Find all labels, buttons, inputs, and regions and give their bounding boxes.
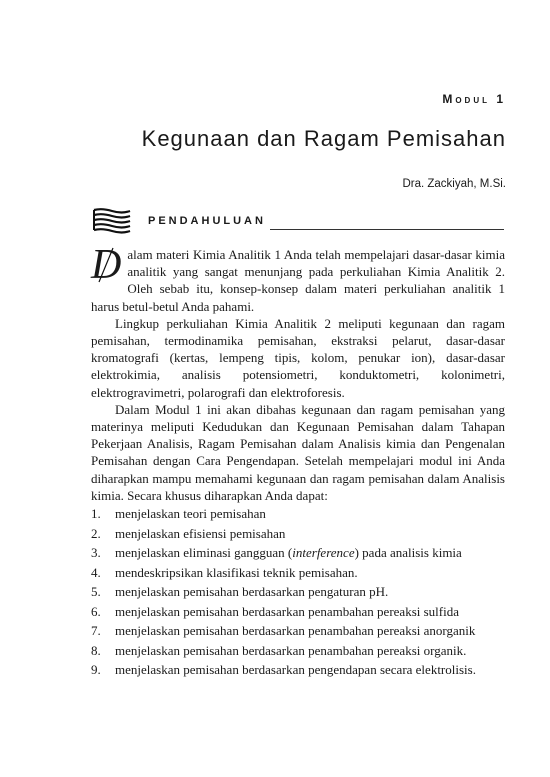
intro-paragraph-3: Dalam Modul 1 ini akan dibahas kegunaan dan ragam pemisahan yang materinya meliputi Kedudukan dan Kegunaan Pemisahan dalam Tahapan Pekerjaan Analisis, Ragam Pemisahan dalam Analisis kimia dan Pengenalan Pemisahan dengan Cara Pengendapan. Setelah mempelajari modul ini Anda diharapkan mampu memahami kegunaan dan ragam pemisahan dalam Analisis kimia. Secara khusus diharapkan Anda dapat: xyxy=(91,401,505,503)
section-rule xyxy=(270,229,504,230)
paragraph-text: alam materi Kimia Analitik 1 Anda telah mempelajari dasar-dasar kimia analitik yang sangat menunjang pada perkuliahan Kimia Analitik 2. Oleh sebab itu, konsep-konsep dalam materi perkuliahan analitik 1 harus betul-betul Anda pahami. xyxy=(91,247,505,314)
list-item: 9. menjelaskan pemisahan berdasarkan pengendapan secara elektrolisis. xyxy=(91,662,476,678)
list-item: 5. menjelaskan pemisahan berdasarkan pengaturan pH. xyxy=(91,584,389,600)
intro-paragraph-1 xyxy=(91,242,505,315)
author: Dra. Zackiyah, M.Si. xyxy=(402,178,506,190)
intro-paragraph-2: Lingkup perkuliahan Kimia Analitik 2 meliputi kegunaan dan ragam pemisahan, termodinamika pemisahan, ekstraksi pelarut, dasar-dasar kromatografi (kertas, lempeng tipis, kolom, penukar ion), dasar-dasar elektrokimia, analisis potensiometri, konduktometri, kolonimetri, elektrogravimetri, polarografi dan elektroforesis. xyxy=(91,315,505,400)
document-lines-icon xyxy=(92,207,132,235)
list-item: 2. menjelaskan efisiensi pemisahan xyxy=(91,525,286,541)
section-title: PENDAHULUAN xyxy=(148,215,266,227)
drop-cap-ornament xyxy=(95,246,117,284)
page-title: Kegunaan dan Ragam Pemisahan xyxy=(141,126,506,151)
list-item: 8. menjelaskan pemisahan berdasarkan penambahan pereaksi organik. xyxy=(91,642,467,658)
drop-cap: D xyxy=(91,242,122,288)
objectives-list xyxy=(91,504,505,680)
list-item: 3. menjelaskan eliminasi gangguan (interference) pada analisis kimia xyxy=(91,545,462,561)
module-label: Modul 1 xyxy=(442,92,506,106)
emphasis: interference xyxy=(292,545,355,561)
list-item: 6. menjelaskan pemisahan berdasarkan penambahan pereaksi sulfida xyxy=(91,603,459,619)
section-header xyxy=(92,207,504,235)
list-item: 4. mendeskripsikan klasifikasi teknik pemisahan. xyxy=(91,564,358,580)
list-item: 7. menjelaskan pemisahan berdasarkan penambahan pereaksi anorganik xyxy=(91,623,476,639)
main-content xyxy=(91,242,505,680)
list-item: 1. menjelaskan teori pemisahan xyxy=(91,506,266,522)
